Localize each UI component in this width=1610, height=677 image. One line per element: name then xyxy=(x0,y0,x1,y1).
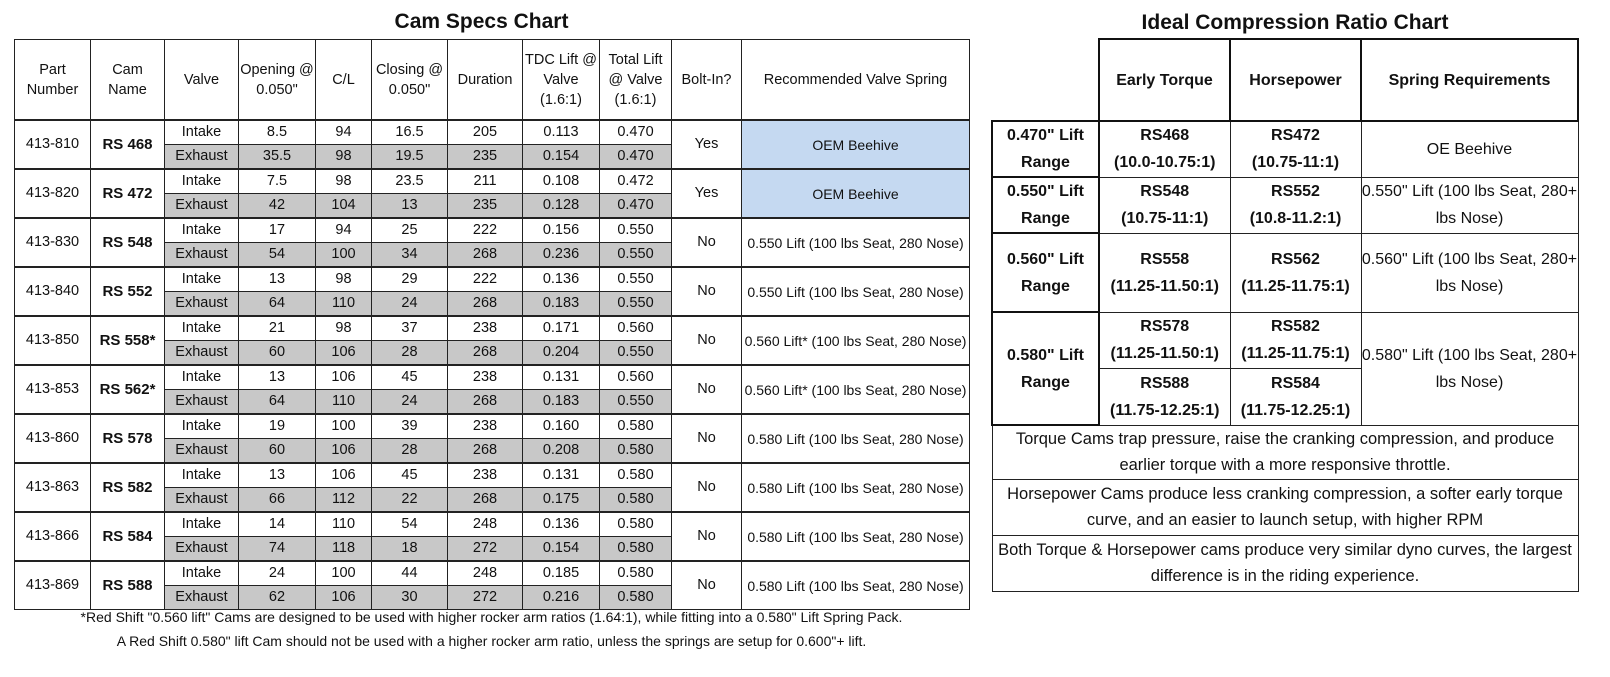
exhaust-valve: Exhaust xyxy=(165,439,239,464)
recommended-spring: OEM Beehive xyxy=(742,120,970,169)
exhaust-closing: 28 xyxy=(372,439,448,464)
intake-opening: 7.5 xyxy=(239,169,316,194)
header-cam-name: Cam Name xyxy=(91,40,165,121)
header-total-lift: Total Lift @ Valve (1.6:1) xyxy=(600,40,672,121)
exhaust-duration: 268 xyxy=(448,341,523,366)
cam-name: RS 562* xyxy=(91,365,165,414)
intake-valve: Intake xyxy=(165,267,239,292)
exhaust-closing: 30 xyxy=(372,586,448,610)
exhaust-duration: 268 xyxy=(448,292,523,317)
comp-note-row xyxy=(992,425,1578,479)
exhaust-valve: Exhaust xyxy=(165,537,239,562)
lift-range-label: 0.560" Lift Range xyxy=(992,233,1099,312)
header-part-number: Part Number xyxy=(15,40,91,121)
exhaust-centerline: 98 xyxy=(316,145,372,170)
intake-tdc-lift: 0.171 xyxy=(523,316,600,341)
comp-header-spring: Spring Requirements xyxy=(1361,39,1578,121)
horsepower-cam-name: RS584 xyxy=(1271,374,1320,392)
intake-centerline: 106 xyxy=(316,365,372,390)
both-cams-note: Both Torque & Horsepower cams produce very similar dyno curves, the largest difference is in the riding experience. xyxy=(992,535,1578,591)
horsepower-cam-ratio: (10.8-11.2:1) xyxy=(1249,210,1342,227)
bolt-in: Yes xyxy=(672,169,742,218)
cam-name: RS 584 xyxy=(91,512,165,561)
torque-cam xyxy=(1099,121,1230,177)
horsepower-cam-ratio: (11.25-11.75:1) xyxy=(1241,277,1350,295)
comp-row xyxy=(992,177,1578,233)
exhaust-duration: 268 xyxy=(448,488,523,513)
cam-name: RS 552 xyxy=(91,267,165,316)
part-number: 413-810 xyxy=(15,120,91,169)
intake-valve: Intake xyxy=(165,218,239,243)
intake-valve: Intake xyxy=(165,120,239,145)
comp-row xyxy=(992,312,1578,368)
intake-total-lift: 0.580 xyxy=(600,512,672,537)
part-number: 413-840 xyxy=(15,267,91,316)
torque-cam-name: RS548 xyxy=(1140,183,1190,200)
exhaust-opening: 60 xyxy=(239,439,316,464)
exhaust-duration: 235 xyxy=(448,194,523,219)
exhaust-total-lift: 0.550 xyxy=(600,292,672,317)
exhaust-centerline: 106 xyxy=(316,586,372,610)
cam-row-intake xyxy=(15,561,970,586)
torque-cam xyxy=(1099,177,1230,233)
comp-row xyxy=(992,233,1578,312)
cam-row-intake xyxy=(15,267,970,292)
torque-cam-ratio: (10.75-11:1) xyxy=(1121,210,1209,227)
torque-cam-ratio: (11.25-11.50:1) xyxy=(1110,345,1220,362)
intake-valve: Intake xyxy=(165,463,239,488)
exhaust-tdc-lift: 0.128 xyxy=(523,194,600,219)
intake-duration: 205 xyxy=(448,120,523,145)
exhaust-centerline: 118 xyxy=(316,537,372,562)
comp-header-horsepower: Horsepower xyxy=(1230,39,1361,121)
comp-note-row xyxy=(992,535,1578,591)
exhaust-opening: 42 xyxy=(239,194,316,219)
cam-name: RS 588 xyxy=(91,561,165,610)
intake-opening: 19 xyxy=(239,414,316,439)
intake-opening: 13 xyxy=(239,267,316,292)
comp-note-row xyxy=(992,479,1578,535)
cam-row-intake xyxy=(15,414,970,439)
exhaust-centerline: 106 xyxy=(316,341,372,366)
intake-opening: 14 xyxy=(239,512,316,537)
intake-tdc-lift: 0.108 xyxy=(523,169,600,194)
exhaust-closing: 34 xyxy=(372,243,448,268)
intake-opening: 17 xyxy=(239,218,316,243)
cam-specs-title: Cam Specs Chart xyxy=(394,10,569,33)
bolt-in: No xyxy=(672,463,742,512)
horsepower-cam xyxy=(1230,233,1361,312)
exhaust-duration: 272 xyxy=(448,537,523,562)
exhaust-duration: 268 xyxy=(448,390,523,415)
lift-range-label: 0.580" Lift Range xyxy=(992,312,1099,425)
part-number: 413-820 xyxy=(15,169,91,218)
intake-duration: 238 xyxy=(448,365,523,390)
intake-valve: Intake xyxy=(165,512,239,537)
exhaust-valve: Exhaust xyxy=(165,586,239,610)
exhaust-opening: 54 xyxy=(239,243,316,268)
torque-cams-note: Torque Cams trap pressure, raise the cranking compression, and produce earlier torque with a more responsive throttle. xyxy=(992,425,1578,479)
intake-tdc-lift: 0.113 xyxy=(523,120,600,145)
header-duration: Duration xyxy=(448,40,523,121)
exhaust-tdc-lift: 0.175 xyxy=(523,488,600,513)
bolt-in: No xyxy=(672,561,742,610)
intake-duration: 248 xyxy=(448,561,523,586)
intake-valve: Intake xyxy=(165,414,239,439)
cam-row-intake xyxy=(15,365,970,390)
cam-name: RS 548 xyxy=(91,218,165,267)
spring-requirement: 0.580" Lift (100 lbs Seat, 280+ lbs Nose) xyxy=(1361,312,1578,425)
header-opening: Opening @ 0.050" xyxy=(239,40,316,121)
exhaust-centerline: 110 xyxy=(316,390,372,415)
intake-duration: 222 xyxy=(448,218,523,243)
exhaust-valve: Exhaust xyxy=(165,341,239,366)
horsepower-cam-name: RS562 xyxy=(1271,250,1320,268)
spring-requirement: 0.550" Lift (100 lbs Seat, 280+ lbs Nose) xyxy=(1361,177,1578,233)
cam-row-intake xyxy=(15,316,970,341)
recommended-spring: 0.580 Lift (100 lbs Seat, 280 Nose) xyxy=(742,512,970,561)
intake-tdc-lift: 0.185 xyxy=(523,561,600,586)
exhaust-opening: 64 xyxy=(239,292,316,317)
exhaust-duration: 235 xyxy=(448,145,523,170)
intake-centerline: 106 xyxy=(316,463,372,488)
exhaust-closing: 24 xyxy=(372,390,448,415)
compression-chart-title: Ideal Compression Ratio Chart xyxy=(1141,11,1449,34)
torque-cam xyxy=(1099,233,1230,312)
intake-closing: 23.5 xyxy=(372,169,448,194)
torque-cam xyxy=(1099,312,1230,368)
intake-valve: Intake xyxy=(165,365,239,390)
exhaust-tdc-lift: 0.183 xyxy=(523,390,600,415)
spring-requirement: OE Beehive xyxy=(1361,121,1578,177)
intake-centerline: 110 xyxy=(316,512,372,537)
exhaust-centerline: 100 xyxy=(316,243,372,268)
bolt-in: No xyxy=(672,316,742,365)
comp-header-blank xyxy=(992,39,1099,121)
horsepower-cam-name: RS552 xyxy=(1271,183,1320,200)
horsepower-cam-ratio: (11.75-12.25:1) xyxy=(1240,401,1351,419)
intake-centerline: 98 xyxy=(316,169,372,194)
cam-row-intake xyxy=(15,218,970,243)
exhaust-valve: Exhaust xyxy=(165,243,239,268)
lift-range-label: 0.470" Lift Range xyxy=(992,121,1099,177)
cam-name: RS 578 xyxy=(91,414,165,463)
intake-total-lift: 0.550 xyxy=(600,267,672,292)
exhaust-total-lift: 0.580 xyxy=(600,537,672,562)
header-valve: Valve xyxy=(165,40,239,121)
exhaust-opening: 62 xyxy=(239,586,316,610)
intake-closing: 16.5 xyxy=(372,120,448,145)
part-number: 413-853 xyxy=(15,365,91,414)
exhaust-total-lift: 0.470 xyxy=(600,145,672,170)
part-number: 413-860 xyxy=(15,414,91,463)
intake-valve: Intake xyxy=(165,316,239,341)
exhaust-tdc-lift: 0.183 xyxy=(523,292,600,317)
exhaust-closing: 19.5 xyxy=(372,145,448,170)
intake-total-lift: 0.472 xyxy=(600,169,672,194)
exhaust-total-lift: 0.580 xyxy=(600,439,672,464)
intake-closing: 25 xyxy=(372,218,448,243)
bolt-in: No xyxy=(672,218,742,267)
exhaust-duration: 272 xyxy=(448,586,523,610)
cam-name: RS 472 xyxy=(91,169,165,218)
exhaust-valve: Exhaust xyxy=(165,145,239,170)
cam-name: RS 582 xyxy=(91,463,165,512)
intake-centerline: 98 xyxy=(316,316,372,341)
bolt-in: No xyxy=(672,512,742,561)
cam-name: RS 558* xyxy=(91,316,165,365)
horsepower-cam xyxy=(1230,121,1361,177)
exhaust-opening: 60 xyxy=(239,341,316,366)
recommended-spring: OEM Beehive xyxy=(742,169,970,218)
torque-cam-name: RS578 xyxy=(1140,318,1190,335)
horsepower-cam-name: RS472 xyxy=(1271,127,1320,145)
exhaust-valve: Exhaust xyxy=(165,292,239,317)
intake-tdc-lift: 0.136 xyxy=(523,512,600,537)
bolt-in: No xyxy=(672,414,742,463)
recommended-spring: 0.580 Lift (100 lbs Seat, 280 Nose) xyxy=(742,561,970,610)
exhaust-closing: 13 xyxy=(372,194,448,219)
horsepower-cam-ratio: (10.75-11:1) xyxy=(1251,154,1340,172)
header-bolt-in: Bolt-In? xyxy=(672,40,742,121)
part-number: 413-850 xyxy=(15,316,91,365)
bolt-in: No xyxy=(672,267,742,316)
header-tdc-lift: TDC Lift @ Valve (1.6:1) xyxy=(523,40,600,121)
intake-centerline: 98 xyxy=(316,267,372,292)
header-valve-spring: Recommended Valve Spring xyxy=(742,40,970,121)
cam-specs-table xyxy=(14,39,970,610)
intake-tdc-lift: 0.131 xyxy=(523,463,600,488)
exhaust-centerline: 106 xyxy=(316,439,372,464)
exhaust-centerline: 110 xyxy=(316,292,372,317)
exhaust-centerline: 112 xyxy=(316,488,372,513)
comp-header-early-torque: Early Torque xyxy=(1099,39,1230,121)
horsepower-cam-ratio: (11.25-11.75:1) xyxy=(1241,345,1350,362)
part-number: 413-866 xyxy=(15,512,91,561)
intake-duration: 238 xyxy=(448,463,523,488)
intake-centerline: 100 xyxy=(316,414,372,439)
intake-closing: 45 xyxy=(372,463,448,488)
exhaust-total-lift: 0.550 xyxy=(600,341,672,366)
intake-opening: 21 xyxy=(239,316,316,341)
recommended-spring: 0.560 Lift* (100 lbs Seat, 280 Nose) xyxy=(742,365,970,414)
exhaust-closing: 28 xyxy=(372,341,448,366)
recommended-spring: 0.550 Lift (100 lbs Seat, 280 Nose) xyxy=(742,218,970,267)
horsepower-cam xyxy=(1230,177,1361,233)
intake-tdc-lift: 0.156 xyxy=(523,218,600,243)
torque-cam-ratio: (10.0-10.75:1) xyxy=(1114,154,1216,172)
intake-total-lift: 0.550 xyxy=(600,218,672,243)
intake-tdc-lift: 0.136 xyxy=(523,267,600,292)
part-number: 413-863 xyxy=(15,463,91,512)
footnote-line-2: A Red Shift 0.580" lift Cam should not be used with a higher rocker arm ratio, unless the springs are setup for 0.600"+ lift. xyxy=(116,633,867,649)
exhaust-valve: Exhaust xyxy=(165,390,239,415)
exhaust-opening: 64 xyxy=(239,390,316,415)
recommended-spring: 0.580 Lift (100 lbs Seat, 280 Nose) xyxy=(742,463,970,512)
exhaust-centerline: 104 xyxy=(316,194,372,219)
exhaust-opening: 66 xyxy=(239,488,316,513)
intake-opening: 13 xyxy=(239,365,316,390)
compression-ratio-table xyxy=(991,38,1579,592)
exhaust-closing: 22 xyxy=(372,488,448,513)
intake-duration: 238 xyxy=(448,316,523,341)
exhaust-duration: 268 xyxy=(448,243,523,268)
header-cl: C/L xyxy=(316,40,372,121)
intake-opening: 13 xyxy=(239,463,316,488)
horsepower-cam-name: RS582 xyxy=(1271,318,1320,335)
intake-total-lift: 0.470 xyxy=(600,120,672,145)
spring-requirement: 0.560" Lift (100 lbs Seat, 280+ lbs Nose) xyxy=(1361,233,1578,312)
horsepower-cam xyxy=(1230,312,1361,368)
intake-valve: Intake xyxy=(165,169,239,194)
intake-centerline: 94 xyxy=(316,218,372,243)
cam-row-intake xyxy=(15,512,970,537)
recommended-spring: 0.580 Lift (100 lbs Seat, 280 Nose) xyxy=(742,414,970,463)
intake-centerline: 100 xyxy=(316,561,372,586)
intake-closing: 39 xyxy=(372,414,448,439)
exhaust-total-lift: 0.550 xyxy=(600,390,672,415)
intake-duration: 248 xyxy=(448,512,523,537)
header-closing: Closing @ 0.050" xyxy=(372,40,448,121)
bolt-in: Yes xyxy=(672,120,742,169)
torque-cam-name: RS558 xyxy=(1140,250,1190,268)
intake-centerline: 94 xyxy=(316,120,372,145)
torque-cam-name: RS468 xyxy=(1140,127,1190,145)
intake-opening: 8.5 xyxy=(239,120,316,145)
exhaust-total-lift: 0.470 xyxy=(600,194,672,219)
exhaust-total-lift: 0.580 xyxy=(600,488,672,513)
intake-tdc-lift: 0.160 xyxy=(523,414,600,439)
intake-duration: 211 xyxy=(448,169,523,194)
exhaust-total-lift: 0.550 xyxy=(600,243,672,268)
cam-row-intake xyxy=(15,169,970,194)
exhaust-tdc-lift: 0.208 xyxy=(523,439,600,464)
comp-row xyxy=(992,121,1578,177)
intake-total-lift: 0.580 xyxy=(600,414,672,439)
torque-cam-name: RS588 xyxy=(1140,374,1190,392)
cam-row-intake xyxy=(15,120,970,145)
cam-header-row xyxy=(15,40,970,121)
cam-row-intake xyxy=(15,463,970,488)
comp-header-row xyxy=(992,39,1578,121)
intake-total-lift: 0.580 xyxy=(600,561,672,586)
intake-duration: 238 xyxy=(448,414,523,439)
footnote-line-1: *Red Shift "0.560 lift" Cams are designed to be used with higher rocker arm ratios (1.64:1), while fitting into a 0.580" Lift Spring Pack. xyxy=(80,609,903,625)
intake-total-lift: 0.560 xyxy=(600,316,672,341)
part-number: 413-869 xyxy=(15,561,91,610)
horsepower-cam xyxy=(1230,368,1361,425)
exhaust-closing: 18 xyxy=(372,537,448,562)
intake-total-lift: 0.560 xyxy=(600,365,672,390)
torque-cam xyxy=(1099,368,1230,425)
intake-opening: 24 xyxy=(239,561,316,586)
exhaust-opening: 35.5 xyxy=(239,145,316,170)
exhaust-closing: 24 xyxy=(372,292,448,317)
intake-tdc-lift: 0.131 xyxy=(523,365,600,390)
exhaust-tdc-lift: 0.216 xyxy=(523,586,600,610)
exhaust-total-lift: 0.580 xyxy=(600,586,672,610)
intake-closing: 45 xyxy=(372,365,448,390)
exhaust-opening: 74 xyxy=(239,537,316,562)
part-number: 413-830 xyxy=(15,218,91,267)
recommended-spring: 0.560 Lift* (100 lbs Seat, 280 Nose) xyxy=(742,316,970,365)
lift-range-label: 0.550" Lift Range xyxy=(992,177,1099,233)
intake-duration: 222 xyxy=(448,267,523,292)
intake-total-lift: 0.580 xyxy=(600,463,672,488)
exhaust-tdc-lift: 0.204 xyxy=(523,341,600,366)
exhaust-tdc-lift: 0.154 xyxy=(523,537,600,562)
intake-closing: 29 xyxy=(372,267,448,292)
intake-closing: 37 xyxy=(372,316,448,341)
torque-cam-ratio: (11.75-12.25:1) xyxy=(1110,401,1220,419)
exhaust-duration: 268 xyxy=(448,439,523,464)
intake-closing: 44 xyxy=(372,561,448,586)
intake-closing: 54 xyxy=(372,512,448,537)
recommended-spring: 0.550 Lift (100 lbs Seat, 280 Nose) xyxy=(742,267,970,316)
torque-cam-ratio: (11.25-11.50:1) xyxy=(1110,277,1220,295)
exhaust-valve: Exhaust xyxy=(165,488,239,513)
intake-valve: Intake xyxy=(165,561,239,586)
exhaust-valve: Exhaust xyxy=(165,194,239,219)
exhaust-tdc-lift: 0.154 xyxy=(523,145,600,170)
bolt-in: No xyxy=(672,365,742,414)
cam-name: RS 468 xyxy=(91,120,165,169)
exhaust-tdc-lift: 0.236 xyxy=(523,243,600,268)
horsepower-cams-note: Horsepower Cams produce less cranking compression, a softer early torque curve, and an easier to launch setup, with higher RPM xyxy=(992,479,1578,535)
